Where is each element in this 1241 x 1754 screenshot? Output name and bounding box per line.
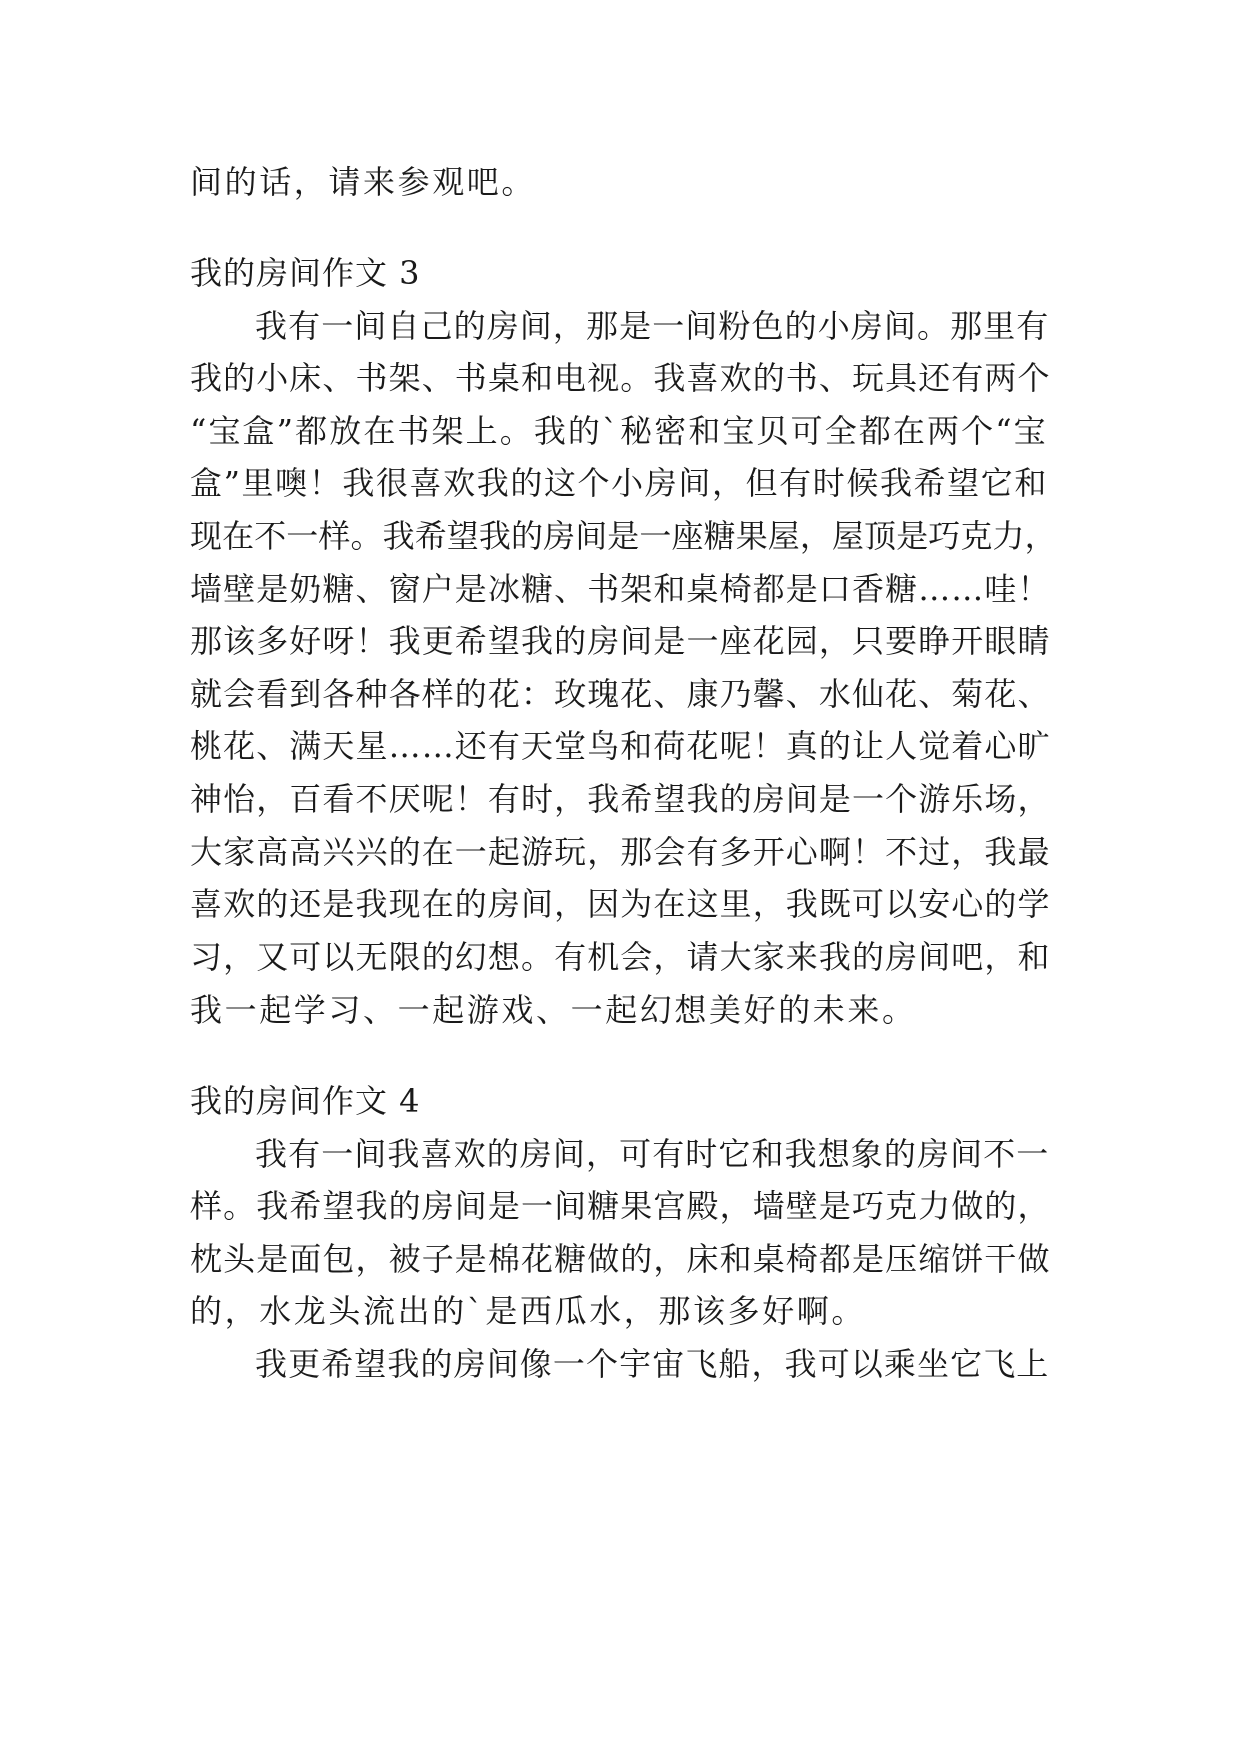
paragraph-line: 的，水龙头流出的`是西瓜水，那该多好啊。 — [190, 1292, 867, 1330]
paragraph-line: 大家高高兴兴的在一起游玩，那会有多开心啊！不过，我最 — [190, 833, 1051, 871]
paragraph-line: 间的话，请来参观吧。 — [190, 163, 537, 201]
paragraph-line: 那该多好呀！我更希望我的房间是一座花园，只要睁开眼睛 — [190, 622, 1051, 660]
paragraph-line: 桃花、满天星……还有天堂鸟和荷花呢！真的让人觉着心旷 — [190, 727, 1051, 765]
paragraph-line: 我有一间自己的房间，那是一间粉色的小房间。那里有 — [255, 307, 1050, 345]
paragraph-line: 样。我希望我的房间是一间糖果宫殿，墙壁是巧克力做的， — [190, 1187, 1051, 1225]
paragraph-line: 我更希望我的房间像一个宇宙飞船，我可以乘坐它飞上 — [255, 1345, 1050, 1383]
paragraph-line: 盒”里噢！我很喜欢我的这个小房间，但有时候我希望它和 — [190, 464, 1048, 502]
paragraph-line: 现在不一样。我希望我的房间是一座糖果屋，屋顶是巧克力， — [190, 517, 1057, 555]
paragraph-line: 墙壁是奶糖、窗户是冰糖、书架和桌椅都是口香糖……哇！ — [190, 570, 1051, 608]
paragraph-line: 喜欢的还是我现在的房间，因为在这里，我既可以安心的学 — [190, 885, 1051, 923]
paragraph-line: 神怡，百看不厌呢！有时，我希望我的房间是一个游乐场， — [190, 780, 1051, 818]
section-heading: 我的房间作文 3 — [190, 254, 421, 292]
paragraph-line: “宝盒”都放在书架上。我的`秘密和宝贝可全都在两个“宝 — [190, 412, 1048, 450]
paragraph-line: 我一起学习、一起游戏、一起幻想美好的未来。 — [190, 991, 917, 1029]
paragraph-line: 我有一间我喜欢的房间，可有时它和我想象的房间不一 — [255, 1135, 1050, 1173]
paragraph-line: 我的小床、书架、书桌和电视。我喜欢的书、玩具还有两个 — [190, 359, 1051, 397]
paragraph-line: 枕头是面包，被子是棉花糖做的，床和桌椅都是压缩饼干做 — [190, 1240, 1051, 1278]
section-heading: 我的房间作文 4 — [190, 1082, 421, 1120]
paragraph-line: 习，又可以无限的幻想。有机会，请大家来我的房间吧，和 — [190, 938, 1051, 976]
paragraph-line: 就会看到各种各样的花：玫瑰花、康乃馨、水仙花、菊花、 — [190, 675, 1051, 713]
